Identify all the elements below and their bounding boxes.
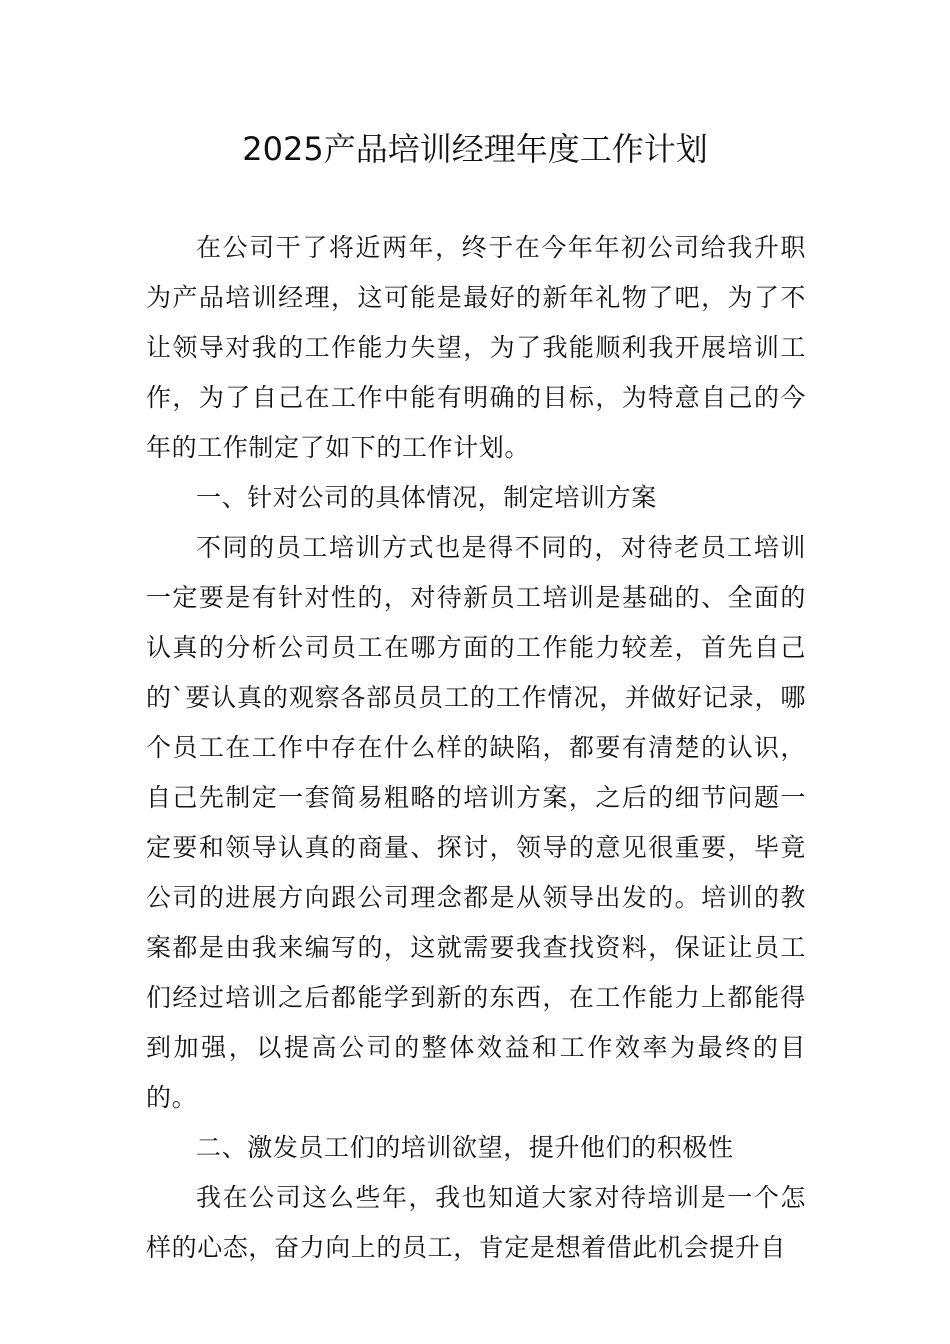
section-heading-2: 二、激发员工们的培训欲望，提升他们的积极性 [196, 1133, 734, 1162]
paragraph-section-1: 不同的员工培训方式也是得不同的，对待老员工培训一定要是有针对性的，对待新员工培训是基础的、全面的认真的分析公司员工在哪方面的工作能力较差，首先自己的`要认真的观察各部员员工的工作情况，并做好记录，哪个员工在工作中存在什么样的缺陷，都要有清楚的认识，自己先制定一套简易粗略的培训方案，之后的细节问题一定要和领导认真的商量、探讨，领导的意见很重要，毕竟公司的进展方向跟公司理念都是从领导出发的。培训的教案都是由我来编写的，这就需要我查找资料，保证让员工们经过培训之后都能学到新的东西，在工作能力上都能得到加强，以提高公司的整体效益和工作效率为最终的目的。 [146, 533, 806, 1112]
document-body [146, 223, 806, 1273]
paragraph-section-2: 我在公司这么些年，我也知道大家对待培训是一个怎样的心态，奋力向上的员工，肯定是想着借此机会提升自 [146, 1183, 806, 1262]
paragraph-intro: 在公司干了将近两年，终于在今年年初公司给我升职为产品培训经理，这可能是最好的新年礼物了吧，为了不让领导对我的工作能力失望，为了我能顺利我开展培训工作，为了自己在工作中能有明确的目标，为特意自己的今年的工作制定了如下的工作计划。 [146, 233, 806, 462]
document-title: 2025产品培训经理年度工作计划 [242, 130, 708, 168]
section-heading-1: 一、针对公司的具体情况，制定培训方案 [196, 483, 657, 512]
